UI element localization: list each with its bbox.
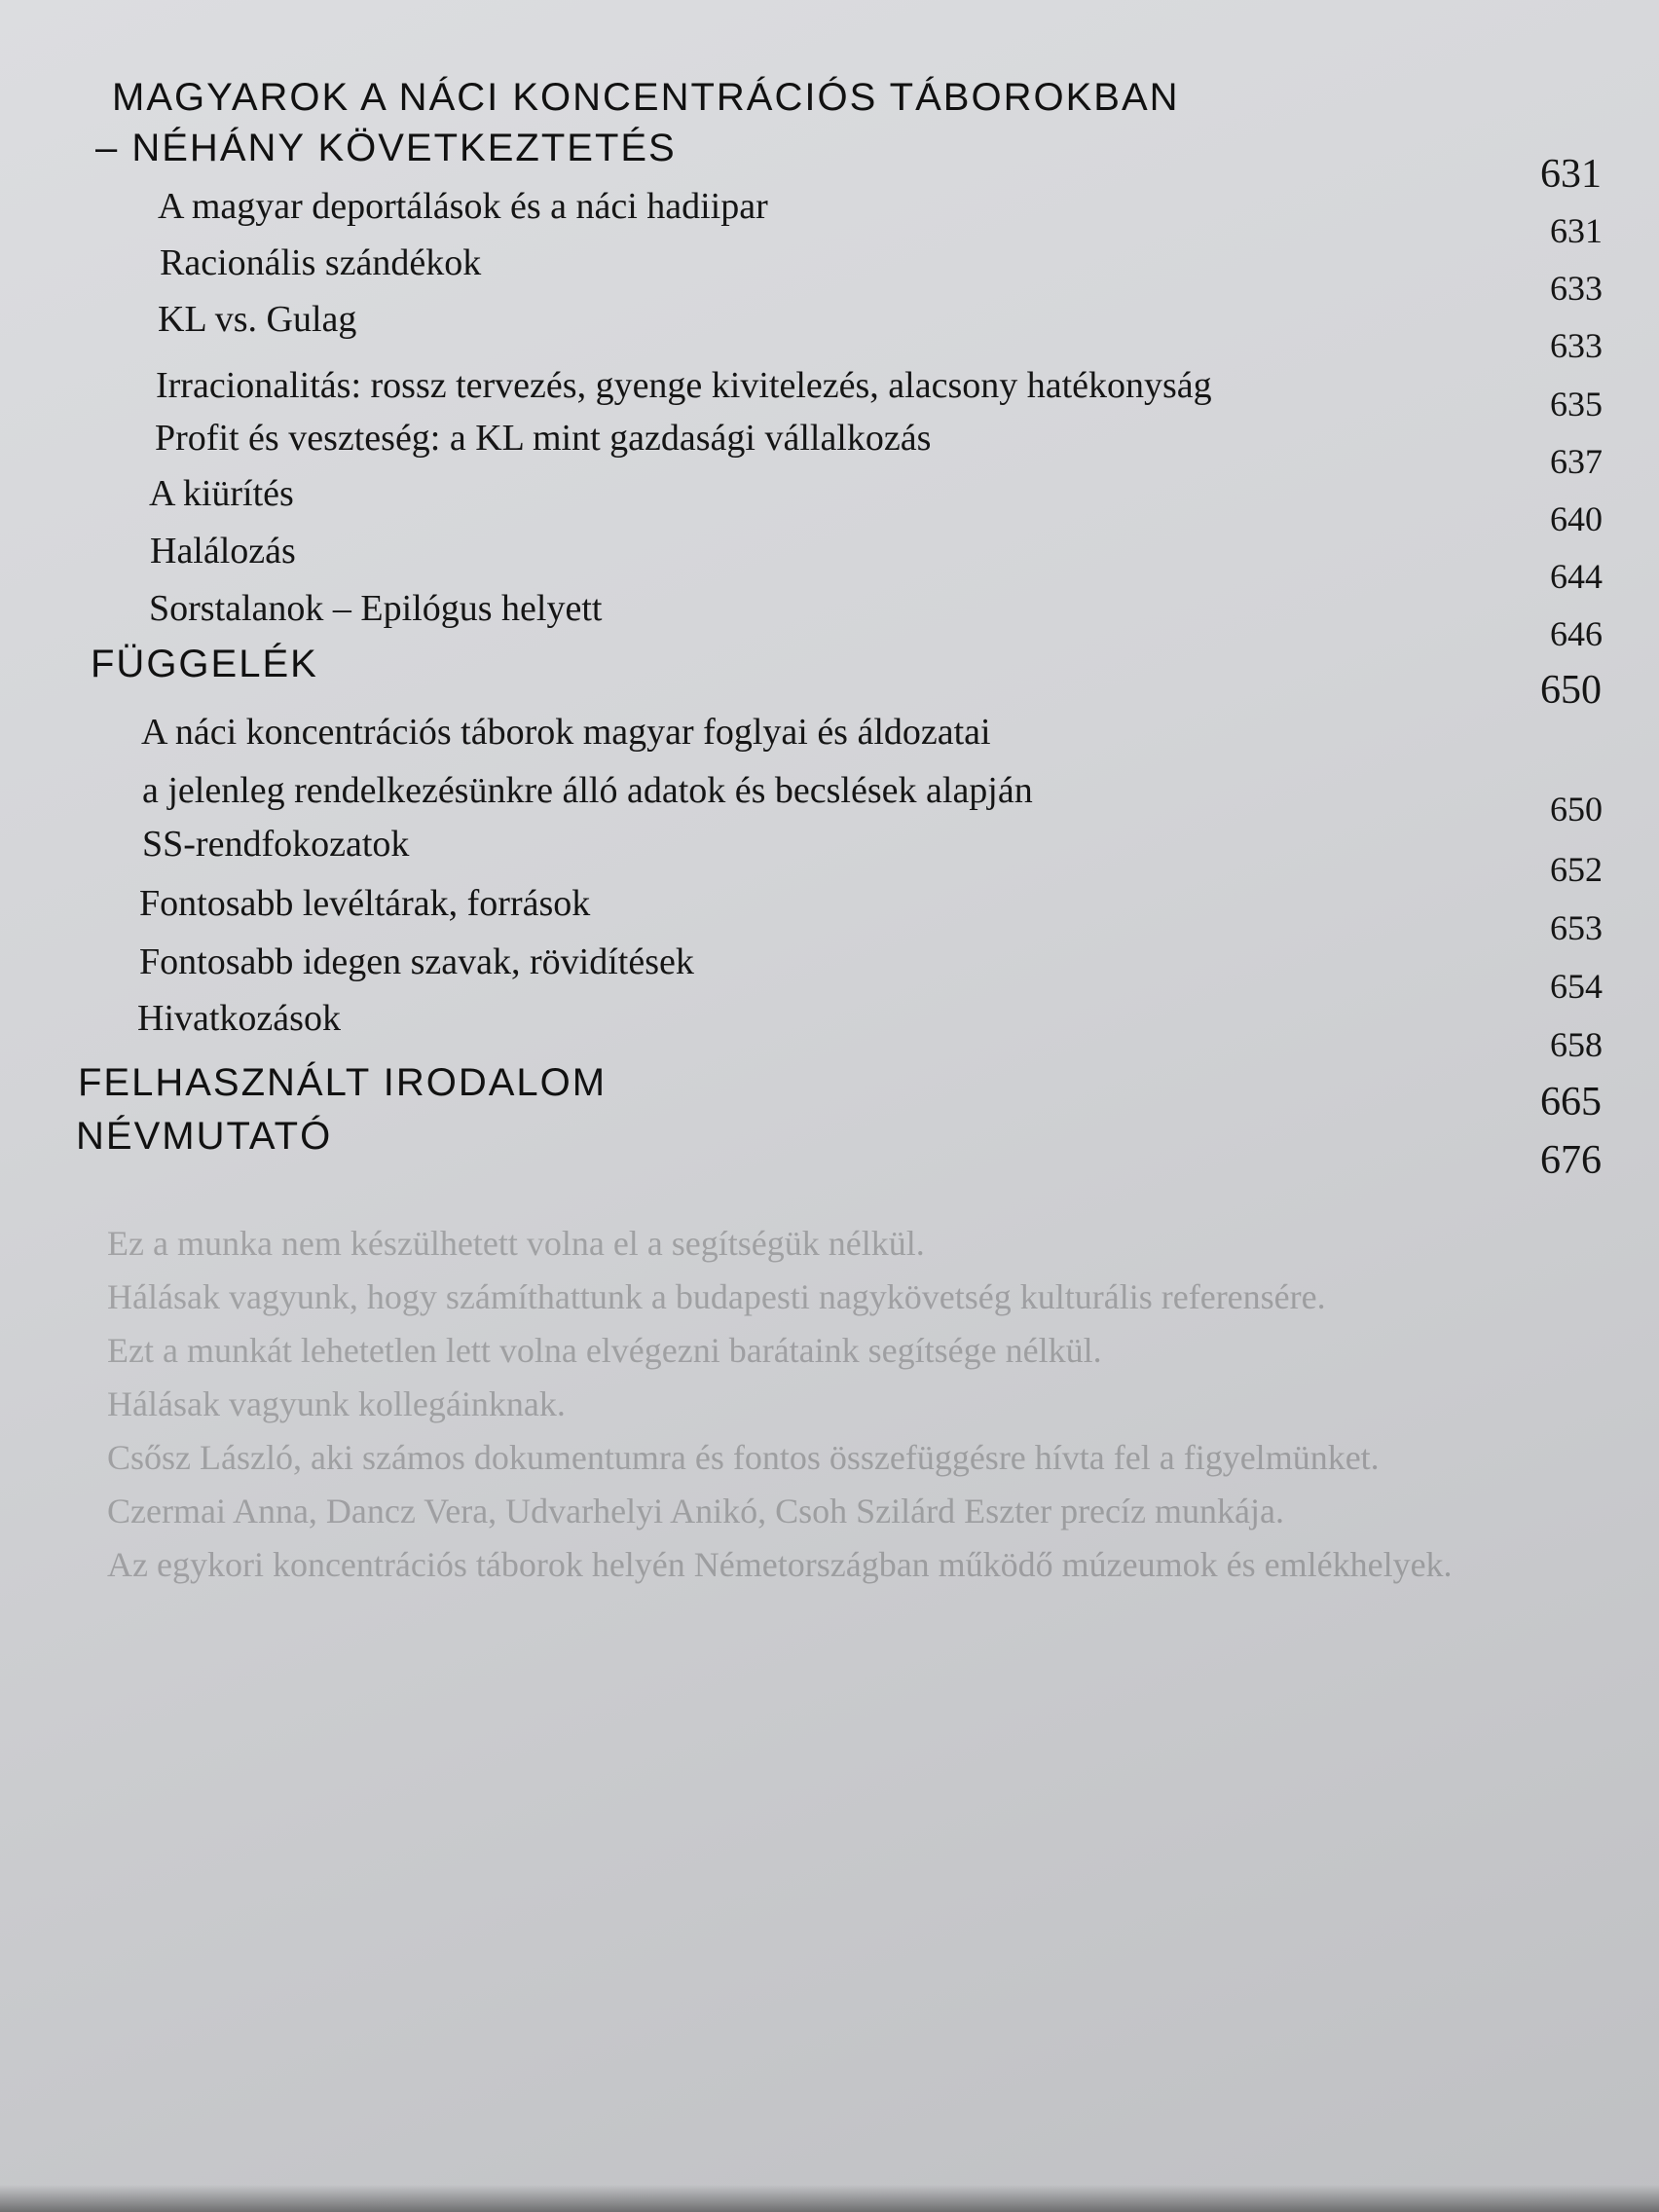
toc-page-number: 676 [1540, 1138, 1602, 1183]
show-through-text [58, 1217, 1616, 1592]
toc-page-number: 637 [1550, 442, 1603, 481]
toc-page-number: 640 [1550, 499, 1603, 538]
toc-heading-line: NÉVMUTATÓ [76, 1115, 333, 1158]
toc-page-number: 644 [1550, 557, 1603, 596]
toc-page-number: 650 [1550, 790, 1603, 829]
show-through-paragraph: Hálásak vagyunk kollegáinknak. [107, 1384, 566, 1423]
show-through-paragraph: Hálásak vagyunk, hogy számíthattunk a budapesti nagykövetség kulturális referensére. [107, 1277, 1326, 1316]
toc-entry-title: Halálozás [150, 531, 296, 571]
toc-page-number: 633 [1550, 269, 1603, 308]
toc-heading-line: – NÉHÁNY KÖVETKEZTETÉS [95, 127, 677, 169]
toc-page-number: 665 [1540, 1080, 1602, 1124]
toc-entry-title: Fontosabb idegen szavak, rövidítések [139, 941, 694, 982]
toc-page-number: 653 [1550, 908, 1603, 947]
toc-page-number: 652 [1550, 850, 1603, 889]
show-through-paragraph: Az egykori koncentrációs táborok helyén Németországban működő múzeumok és emlékhelyek. [107, 1545, 1453, 1584]
toc-page-number: 631 [1540, 152, 1602, 197]
toc-page-number: 650 [1540, 668, 1602, 713]
toc-heading-line: MAGYAROK A NÁCI KONCENTRÁCIÓS TÁBOROKBAN [112, 76, 1180, 119]
toc-entry-title: Profit és veszteség: a KL mint gazdasági vállalkozás [155, 418, 932, 459]
page-edge-shadow [0, 2185, 1659, 2212]
toc-entry-title: Racionális szándékok [160, 242, 482, 283]
toc-entry-title: A náci koncentrációs táborok magyar foglyai és áldozatai [141, 712, 991, 753]
show-through-paragraph: Csősz László, aki számos dokumentumra és fontos összefüggésre hívta fel a figyelmünket. [107, 1438, 1380, 1477]
toc-heading-line: FELHASZNÁLT IRODALOM [78, 1061, 608, 1104]
toc-entry-title: Hivatkozások [137, 998, 341, 1039]
toc-entry-title: Sorstalanok – Epilógus helyett [149, 588, 603, 629]
show-through-paragraph: Czermai Anna, Dancz Vera, Udvarhelyi Anikó, Csoh Szilárd Eszter precíz munkája. [107, 1492, 1284, 1530]
toc-entry-title: a jelenleg rendelkezésünkre álló adatok és becslések alapján [142, 770, 1033, 811]
toc-page-number: 633 [1550, 326, 1603, 365]
toc-heading-line: FÜGGELÉK [91, 643, 318, 685]
toc-page-number: 635 [1550, 385, 1603, 424]
toc-entry-title: KL vs. Gulag [158, 299, 357, 340]
show-through-paragraph: Ez a munka nem készülhetett volna el a segítségük nélkül. [107, 1224, 925, 1263]
toc-entry-title: Fontosabb levéltárak, források [139, 883, 591, 924]
toc-entry-title: A kiürítés [149, 473, 294, 514]
toc-entry-title: SS-rendfokozatok [142, 824, 410, 865]
toc-page-number: 646 [1550, 614, 1603, 653]
toc-entry-title: Irracionalitás: rossz tervezés, gyenge kivitelezés, alacsony hatékonyság [156, 365, 1212, 406]
show-through-paragraph: Ezt a munkát lehetetlen lett volna elvégezni barátaink segítsége nélkül. [107, 1331, 1102, 1370]
toc-entry-title: A magyar deportálások és a náci hadiipar [158, 186, 768, 227]
toc-page-number: 658 [1550, 1025, 1603, 1064]
toc-page-number: 654 [1550, 967, 1603, 1006]
toc-page-number: 631 [1550, 211, 1603, 250]
